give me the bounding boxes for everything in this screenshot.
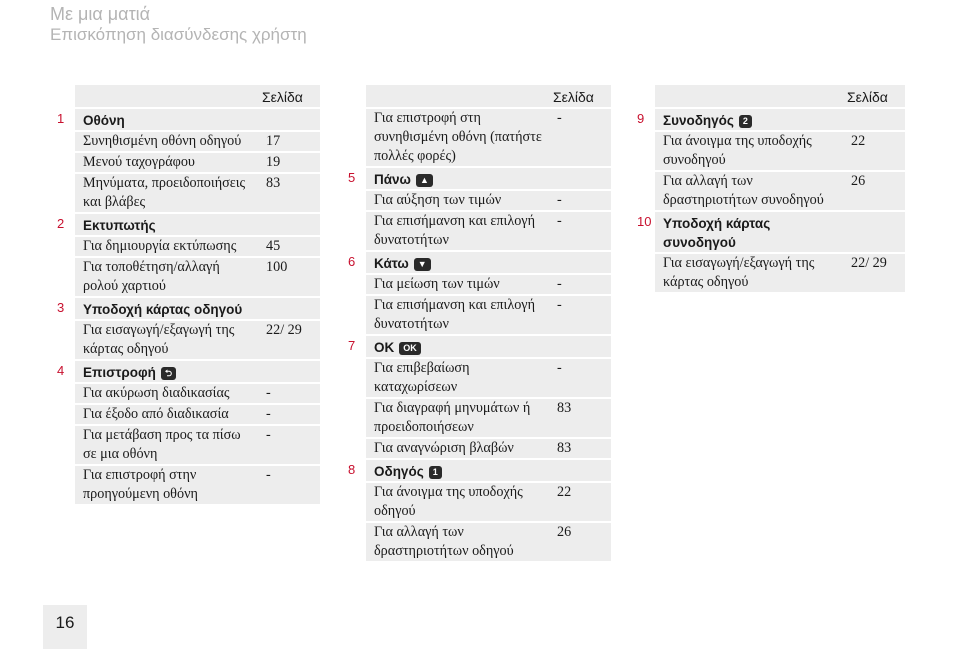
function-description [75,151,258,172]
section-number: 1 [57,111,65,126]
header-text-cell [655,85,843,107]
function-description [366,294,549,334]
button-key-icon: 1 [429,466,442,479]
table-row [49,172,320,212]
page-reference: 45 [258,235,320,256]
row-text: OK [374,340,395,355]
page-reference: - [549,273,611,294]
section-number: 3 [57,300,65,315]
button-key-icon: 2 [739,115,752,128]
page-reference: 22/ 29 [843,252,905,292]
row-text: Οδηγός [374,464,424,479]
section-title [75,212,258,235]
page-reference: - [549,107,611,166]
row-text: Για επισήμανση και επιλογή δυνατοτήτων [374,213,535,248]
section-number [340,357,366,397]
page-reference: 26 [843,170,905,210]
function-description [75,172,258,212]
section-number [340,189,366,210]
section-number [629,130,655,170]
section-number: 8 [348,462,356,477]
function-description [366,210,549,250]
table-row [340,437,611,458]
row-text: Για επιστροφή στην προηγούμενη οθόνη [83,467,198,502]
table-row [340,397,611,437]
section-row [340,458,611,481]
table-row [49,403,320,424]
section-row [340,250,611,273]
section-number: 5 [348,170,356,185]
table-row [49,424,320,464]
function-description [366,189,549,210]
section-row [340,166,611,189]
section-number [629,252,655,292]
page-reference: 17 [258,130,320,151]
row-text: Οθόνη [83,113,125,128]
row-text: Για εισαγωγή/εξαγωγή της κάρτας οδηγού [83,322,235,357]
page-reference: 83 [258,172,320,212]
section-title [366,250,549,273]
table-row [629,252,905,292]
page-column-header: Σελίδα [843,85,905,107]
overview-table-middle [340,85,611,561]
page-reference [549,334,611,357]
page-reference: 22/ 29 [258,319,320,359]
page-reference: - [258,424,320,464]
row-text: Για άνοιγμα της υποδοχής οδηγού [374,484,523,519]
page-number: 16 [55,613,75,632]
function-description [75,130,258,151]
section-number [629,170,655,210]
table-row [629,170,905,210]
function-description [75,256,258,296]
table-header-row [340,85,611,107]
function-description [75,382,258,403]
table-row [49,151,320,172]
section-title [75,359,258,382]
page-reference: - [549,357,611,397]
page-reference [843,210,905,252]
row-text: Πάνω [374,172,411,187]
function-description [366,437,549,458]
section-number: 9 [637,111,645,126]
button-key-icon: ▲ [416,174,433,187]
page-reference: 83 [549,437,611,458]
section-number [49,256,75,296]
row-text: Για διαγραφή μηνυμάτων ή προειδοποιήσεων [374,400,531,435]
page-column-header: Σελίδα [258,85,320,107]
page-subtitle: Επισκόπηση διασύνδεσης χρήστη [50,25,307,44]
section-number: 7 [348,338,356,353]
section-number [340,210,366,250]
table-row [49,464,320,504]
section-number [49,403,75,424]
button-key-icon: ⮌ [161,367,176,380]
row-text: Για αύξηση των τιμών [374,192,502,208]
table-row [340,107,611,166]
header-text-cell [75,85,258,107]
page-reference: 22 [843,130,905,170]
section-number [49,151,75,172]
row-text: Για μείωση των τιμών [374,276,500,292]
row-text: Εκτυπωτής [83,218,156,233]
function-description [655,130,843,170]
section-title [75,107,258,130]
section-number [49,424,75,464]
page-title: Με μια ματιά [50,4,151,24]
row-text: Μηνύματα, προειδοποιήσεις και βλάβες [83,175,246,210]
section-number [340,107,366,166]
table-row [629,130,905,170]
table-row [340,294,611,334]
section-number [49,130,75,151]
table-row [49,235,320,256]
row-text: Υποδοχή κάρτας οδηγού [83,302,243,317]
table-row [49,256,320,296]
table-header-row [629,85,905,107]
table-header-row [49,85,320,107]
row-text: Για επισήμανση και επιλογή δυνατοτήτων [374,297,535,332]
row-text: Για αλλαγή των δραστηριοτήτων οδηγού [374,524,514,559]
section-number: 6 [348,254,356,269]
page-reference: - [258,382,320,403]
table-row [340,481,611,521]
page-reference: - [549,210,611,250]
page-reference [549,250,611,273]
row-text: Μενού ταχογράφου [83,154,195,170]
row-text: Για δημιουργία εκτύπωσης [83,238,237,254]
row-text: Για αλλαγή των δραστηριοτήτων συνοδηγού [663,173,824,208]
function-description [75,319,258,359]
page-reference [258,107,320,130]
section-row [629,107,905,130]
table-row [49,319,320,359]
table-row [49,382,320,403]
page-reference [549,458,611,481]
function-description [366,357,549,397]
table-row [340,357,611,397]
section-row [49,212,320,235]
row-text: Για επιβεβαίωση καταχωρίσεων [374,360,470,395]
page-reference: 26 [549,521,611,561]
section-row [49,359,320,382]
section-row [340,334,611,357]
section-number [340,437,366,458]
function-description [75,403,258,424]
function-description [366,481,549,521]
row-number-cell [629,85,655,107]
table-row [49,130,320,151]
function-description [366,521,549,561]
section-title [75,296,258,319]
section-number [340,521,366,561]
page-reference: 22 [549,481,611,521]
page-reference [549,166,611,189]
section-number [340,294,366,334]
row-text: Για μετάβαση προς τα πίσω σε μια οθόνη [83,427,241,462]
section-row [629,210,905,252]
function-description [75,235,258,256]
section-number [340,397,366,437]
row-text: Για άνοιγμα της υποδοχής συνοδηγού [663,133,812,168]
row-text: Για έξοδο από διαδικασία [83,406,229,422]
section-title [366,458,549,481]
page-reference: - [258,403,320,424]
overview-table-right [629,85,905,292]
page-reference: - [549,189,611,210]
row-text: Για επιστροφή στη συνηθισμένη οθόνη (πατήστε πολλές φορές) [374,110,542,164]
page-reference [258,296,320,319]
row-text: Για εισαγωγή/εξαγωγή της κάρτας οδηγού [663,255,815,290]
page-reference: 100 [258,256,320,296]
function-description [75,464,258,504]
row-text: Επιστροφή [83,365,156,380]
section-number [49,235,75,256]
page-reference [843,107,905,130]
row-text: Κάτω [374,256,409,271]
section-number [49,382,75,403]
section-row [49,107,320,130]
page-reference: - [258,464,320,504]
section-title [366,166,549,189]
overview-table-left [49,85,320,504]
page-column-header: Σελίδα [549,85,611,107]
table-row [340,273,611,294]
page-reference: - [549,294,611,334]
function-description [366,273,549,294]
row-text: Υποδοχή κάρτας συνοδηγού [663,216,771,250]
section-title [655,107,843,130]
row-text: Συνοδηγός [663,113,734,128]
function-description [655,252,843,292]
function-description [75,424,258,464]
section-number [49,319,75,359]
section-number: 10 [637,214,652,229]
page-reference [258,212,320,235]
section-number [340,481,366,521]
row-text: Για αναγνώριση βλαβών [374,440,514,456]
table-row [340,210,611,250]
section-number: 4 [57,363,65,378]
row-text: Συνηθισμένη οθόνη οδηγού [83,133,242,149]
section-number [49,464,75,504]
section-row [49,296,320,319]
row-number-cell [49,85,75,107]
table-row [340,521,611,561]
section-number [49,172,75,212]
page-reference: 83 [549,397,611,437]
function-description [366,107,549,166]
function-description [655,170,843,210]
section-number [340,273,366,294]
row-number-cell [340,85,366,107]
table-row [340,189,611,210]
function-description [366,397,549,437]
header-text-cell [366,85,549,107]
section-number: 2 [57,216,65,231]
row-text: Για τοποθέτηση/αλλαγή ρολού χαρτιού [83,259,220,294]
button-key-icon: OK [399,342,421,355]
page-reference [258,359,320,382]
section-title [366,334,549,357]
button-key-icon: ▼ [414,258,431,271]
section-title [655,210,843,252]
page-reference: 19 [258,151,320,172]
row-text: Για ακύρωση διαδικασίας [83,385,230,401]
